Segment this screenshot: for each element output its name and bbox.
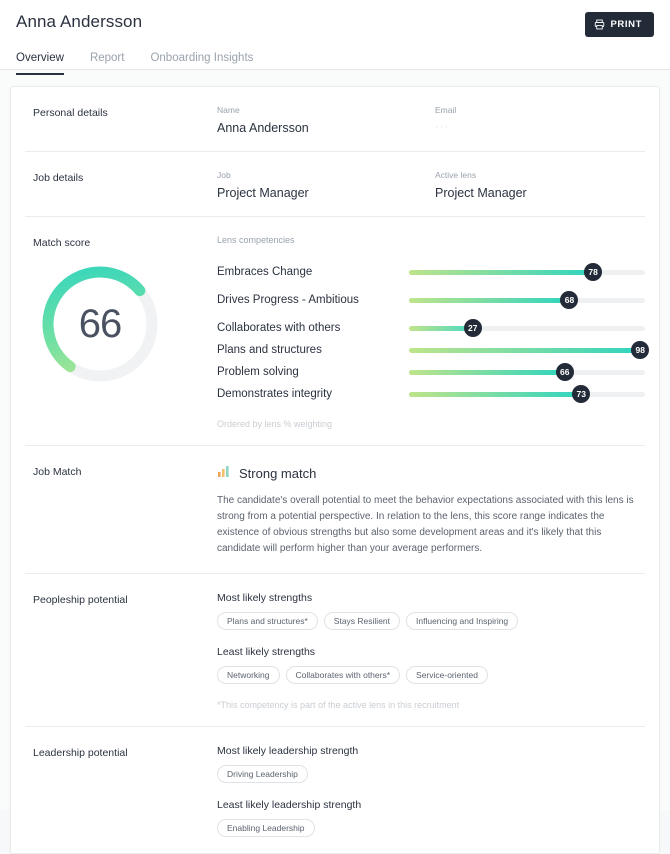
most-likely-strengths-title: Most likely strengths bbox=[217, 592, 313, 604]
print-button-label: PRINT bbox=[610, 19, 642, 30]
competency-row bbox=[217, 317, 645, 339]
bar-value-dot: 27 bbox=[464, 319, 482, 337]
competency-row bbox=[217, 383, 645, 405]
competency-row bbox=[217, 261, 645, 283]
chip: Influencing and Inspiring bbox=[406, 612, 518, 630]
tab-report[interactable]: Report bbox=[89, 52, 125, 64]
section-personal-details bbox=[25, 87, 645, 152]
personal-details-label: Personal details bbox=[33, 107, 108, 119]
tab-onboarding-insights[interactable]: Onboarding Insights bbox=[150, 52, 254, 64]
bar-value-dot: 78 bbox=[584, 263, 602, 281]
competency-label: Problem solving bbox=[217, 366, 299, 378]
most-likely-leadership-chips bbox=[217, 765, 645, 783]
match-score-value: 66 bbox=[78, 301, 122, 346]
chip: Service-oriented bbox=[406, 666, 488, 684]
field-email-value: ··· bbox=[435, 121, 449, 133]
least-likely-leadership-chips bbox=[217, 819, 645, 837]
printer-icon bbox=[594, 19, 605, 30]
competency-label: Collaborates with others bbox=[217, 322, 341, 334]
field-active-lens bbox=[435, 170, 653, 200]
section-match-score bbox=[25, 217, 645, 446]
competency-footnote: *This competency is part of the active lens in this recruitment bbox=[217, 700, 460, 710]
tab-overview[interactable]: Overview bbox=[16, 51, 64, 75]
bar-value-dot: 66 bbox=[556, 363, 574, 381]
peopleship-potential-label: Peopleship potential bbox=[33, 594, 128, 606]
least-likely-strengths-chips bbox=[217, 666, 645, 684]
job-match-description: The candidate's overall potential to meet the behavior expectations associated with this lens is strong from a potential perspective. In relation to the lens, this score range indicates the existence of obvious strengths but also some development areas and it's likely that this candidate will perform higher than your average performers. bbox=[217, 495, 634, 554]
lens-competencies-title: Lens competencies bbox=[217, 235, 295, 245]
field-email-label: Email bbox=[435, 105, 457, 115]
tab-bar bbox=[16, 51, 654, 75]
field-name-label: Name bbox=[217, 105, 240, 115]
print-button[interactable] bbox=[585, 12, 655, 37]
chip: Collaborates with others* bbox=[286, 666, 401, 684]
most-likely-leadership-title: Most likely leadership strength bbox=[217, 745, 359, 757]
field-name bbox=[217, 105, 435, 135]
section-leadership-potential bbox=[25, 727, 645, 853]
bar-fill bbox=[409, 348, 640, 353]
match-score-label: Match score bbox=[33, 237, 91, 249]
bar-fill bbox=[409, 370, 565, 375]
section-peopleship-potential bbox=[25, 574, 645, 727]
competency-row bbox=[217, 339, 645, 361]
field-job-value: Project Manager bbox=[217, 186, 309, 200]
field-name-value: Anna Andersson bbox=[217, 121, 309, 135]
signal-bars-icon bbox=[217, 464, 231, 483]
most-likely-strengths-chips bbox=[217, 612, 645, 630]
field-job bbox=[217, 170, 435, 200]
field-active-lens-value: Project Manager bbox=[435, 186, 527, 200]
least-likely-strengths-title: Least likely strengths bbox=[217, 646, 316, 658]
job-match-label: Job Match bbox=[33, 466, 82, 478]
field-job-label: Job bbox=[217, 170, 231, 180]
candidate-card bbox=[10, 86, 660, 854]
bar-value-dot: 98 bbox=[631, 341, 649, 359]
section-job-details bbox=[25, 152, 645, 217]
field-active-lens-label: Active lens bbox=[435, 170, 477, 180]
bar-fill bbox=[409, 270, 593, 275]
chip: Driving Leadership bbox=[217, 765, 308, 783]
chip: Plans and structures* bbox=[217, 612, 318, 630]
competency-row bbox=[217, 283, 645, 317]
job-details-label: Job details bbox=[33, 172, 84, 184]
bar-fill bbox=[409, 298, 569, 303]
bar-fill bbox=[409, 392, 581, 397]
competency-bar-list bbox=[217, 261, 645, 429]
job-match-strength: Strong match bbox=[239, 466, 317, 481]
chip: Enabling Leadership bbox=[217, 819, 315, 837]
competency-row bbox=[217, 361, 645, 383]
bar-value-dot: 68 bbox=[560, 291, 578, 309]
competency-label: Plans and structures bbox=[217, 344, 322, 356]
competency-label: Demonstrates integrity bbox=[217, 388, 333, 400]
competency-label: Drives Progress - Ambitious bbox=[217, 294, 359, 306]
page-title: Anna Andersson bbox=[16, 12, 143, 31]
section-job-match bbox=[25, 446, 645, 574]
least-likely-leadership-title: Least likely leadership strength bbox=[217, 799, 362, 811]
chip: Stays Resilient bbox=[324, 612, 400, 630]
chip: Networking bbox=[217, 666, 280, 684]
ordered-by-note: Ordered by lens % weighting bbox=[217, 419, 333, 429]
competency-label: Embraces Change bbox=[217, 266, 313, 278]
page-header bbox=[0, 0, 670, 70]
leadership-potential-label: Leadership potential bbox=[33, 747, 128, 759]
bar-value-dot: 73 bbox=[572, 385, 590, 403]
match-score-donut bbox=[25, 261, 217, 429]
field-email bbox=[435, 105, 653, 135]
